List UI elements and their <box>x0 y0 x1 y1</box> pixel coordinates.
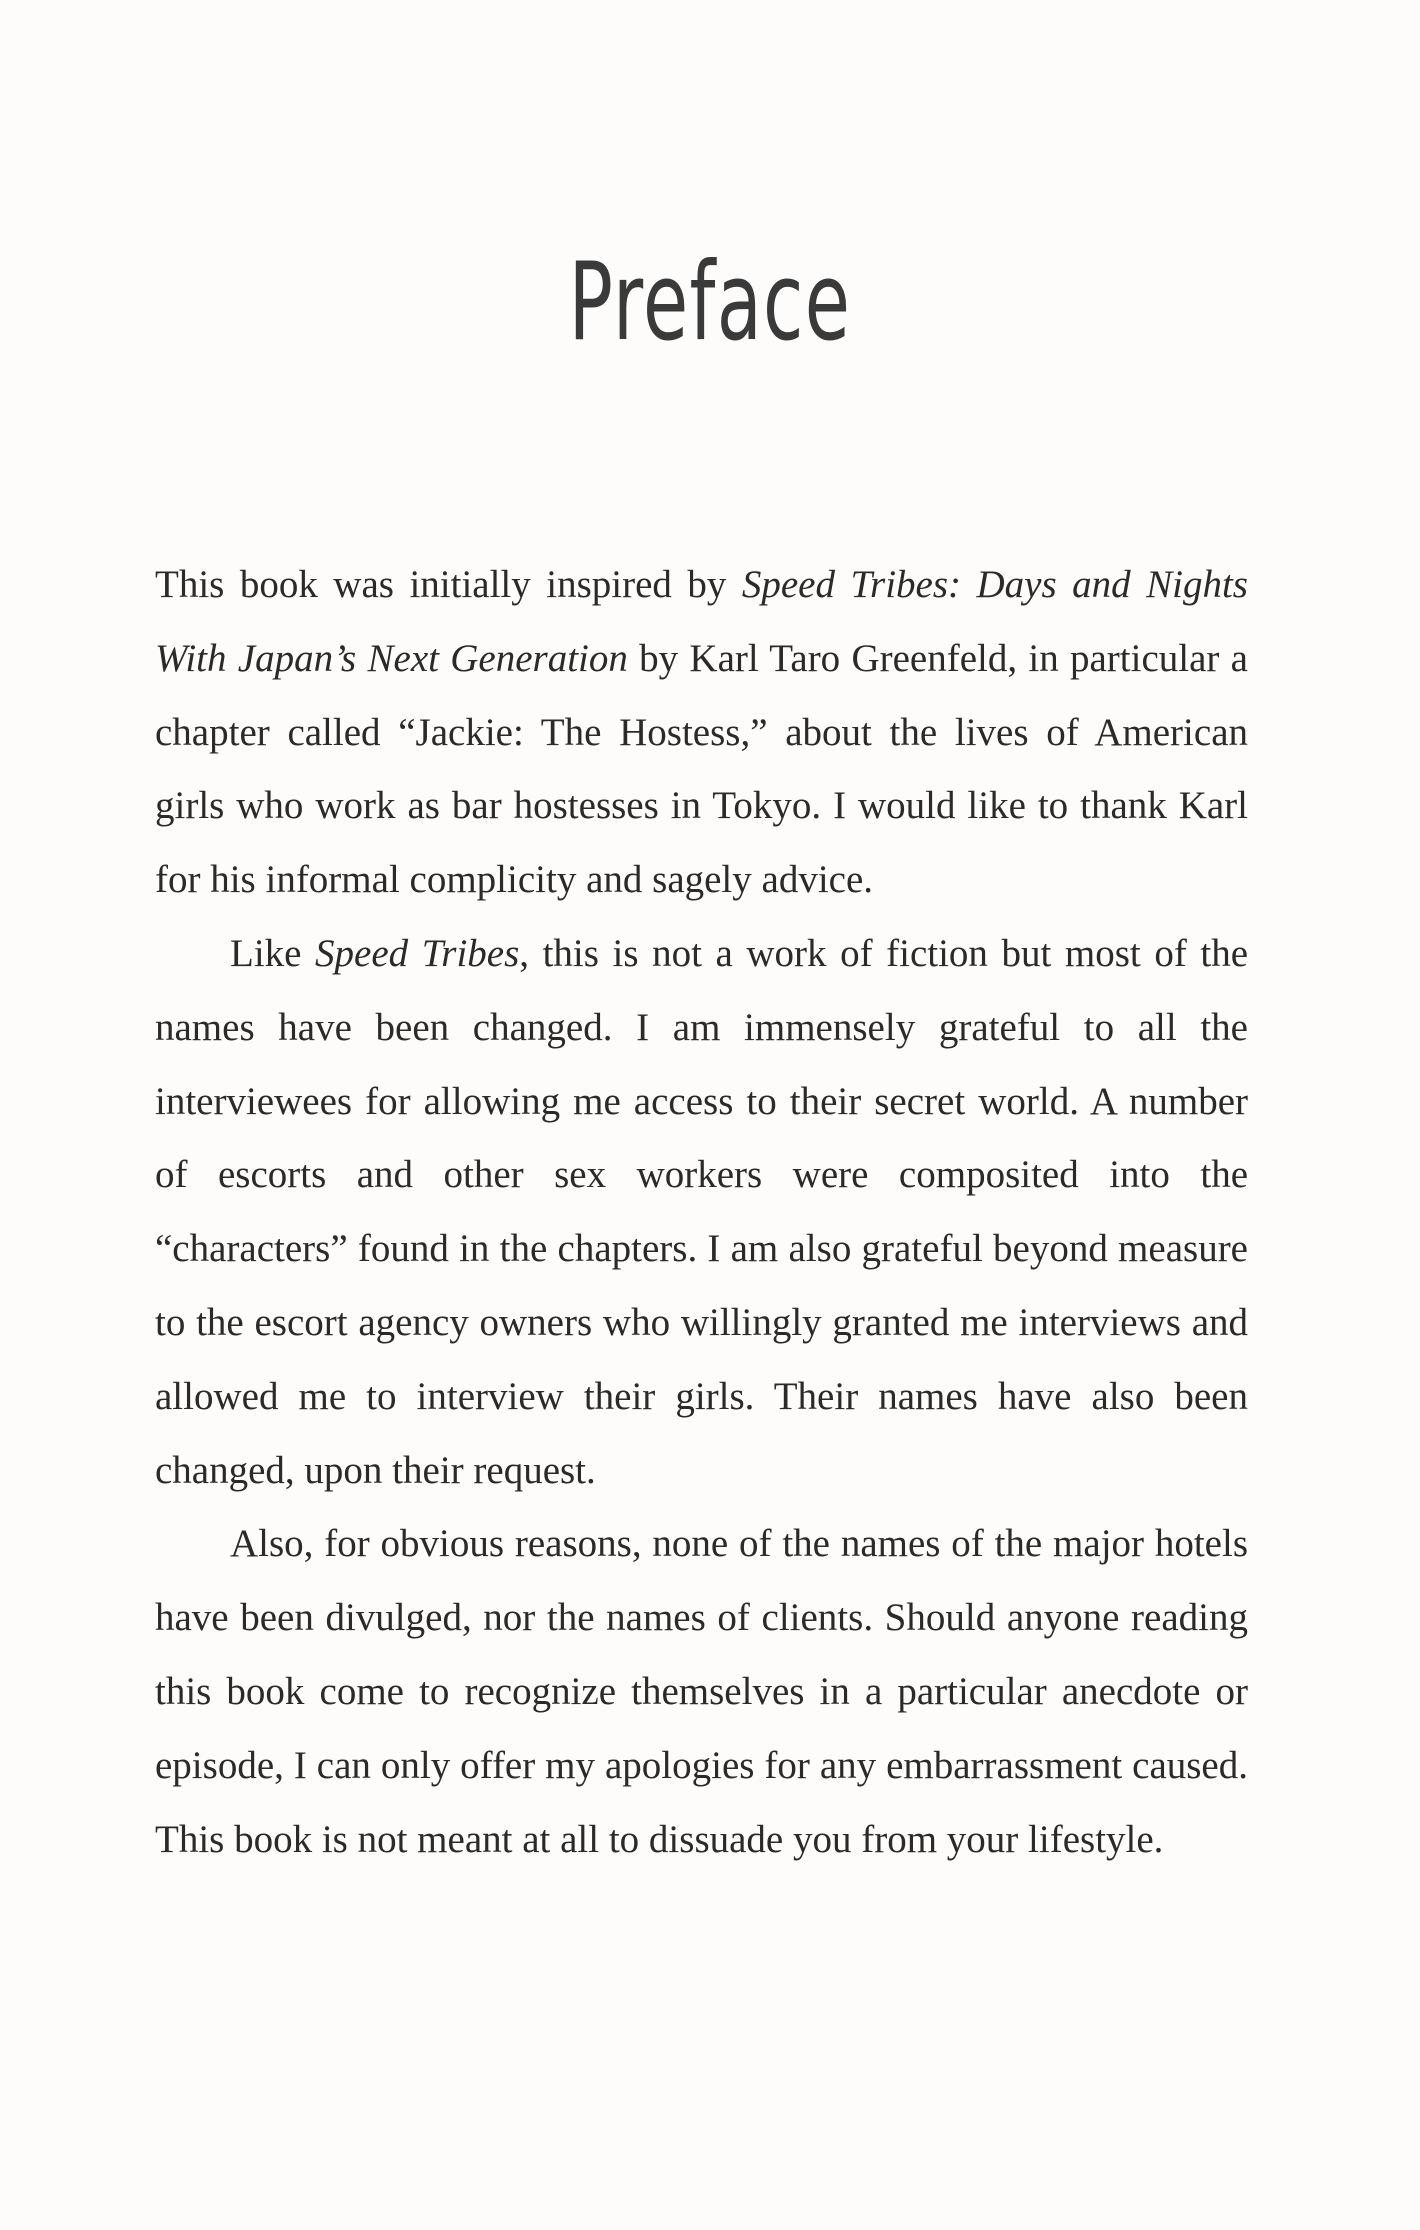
paragraph-1 <box>155 548 1248 917</box>
paragraph-3-text: Also, for obvious reasons, none of the names of the major hotels have been divulged, nor the names of clients. Should anyone reading this book come to recognize themselves in a particular anecdote or episode, I can only offer my apologies for any embarrassment caused. This book is not meant at all to dissuade you from your lifestyle. <box>155 1522 1248 1861</box>
preface-body <box>155 548 1248 1876</box>
paragraph-2 <box>155 917 1248 1507</box>
paragraph-1-text-cont: by Karl Taro Greenfeld, in particular a chapter called “Jackie: The Hostess,” about the lives of American girls who work as bar hostesses in Tokyo. I would like to thank Karl for his informal complicity and sagely advice. <box>155 636 1248 902</box>
book-title-italic: Speed Tribes: Days and Nights With Japan’s Next Generation <box>155 563 1248 680</box>
paragraph-2-text-cont: , this is not a work of fiction but most of the names have been changed. I am immensely grateful to all the interviewees for allowing me access to their secret world. A number of escorts and other sex workers were composited into the “characters” found in the chapters. I am also grateful beyond measure to the escort agency owners who willingly granted me interviews and allowed me to interview their girls. Their names have also been changed, upon their request. <box>155 931 1249 1492</box>
paragraph-3 <box>155 1507 1248 1876</box>
page-title: Preface <box>568 240 852 365</box>
book-title-italic-short: Speed Tribes <box>315 931 520 975</box>
paragraph-1-text: This book was initially inspired by <box>155 563 742 606</box>
paragraph-2-text: Like <box>230 931 316 975</box>
